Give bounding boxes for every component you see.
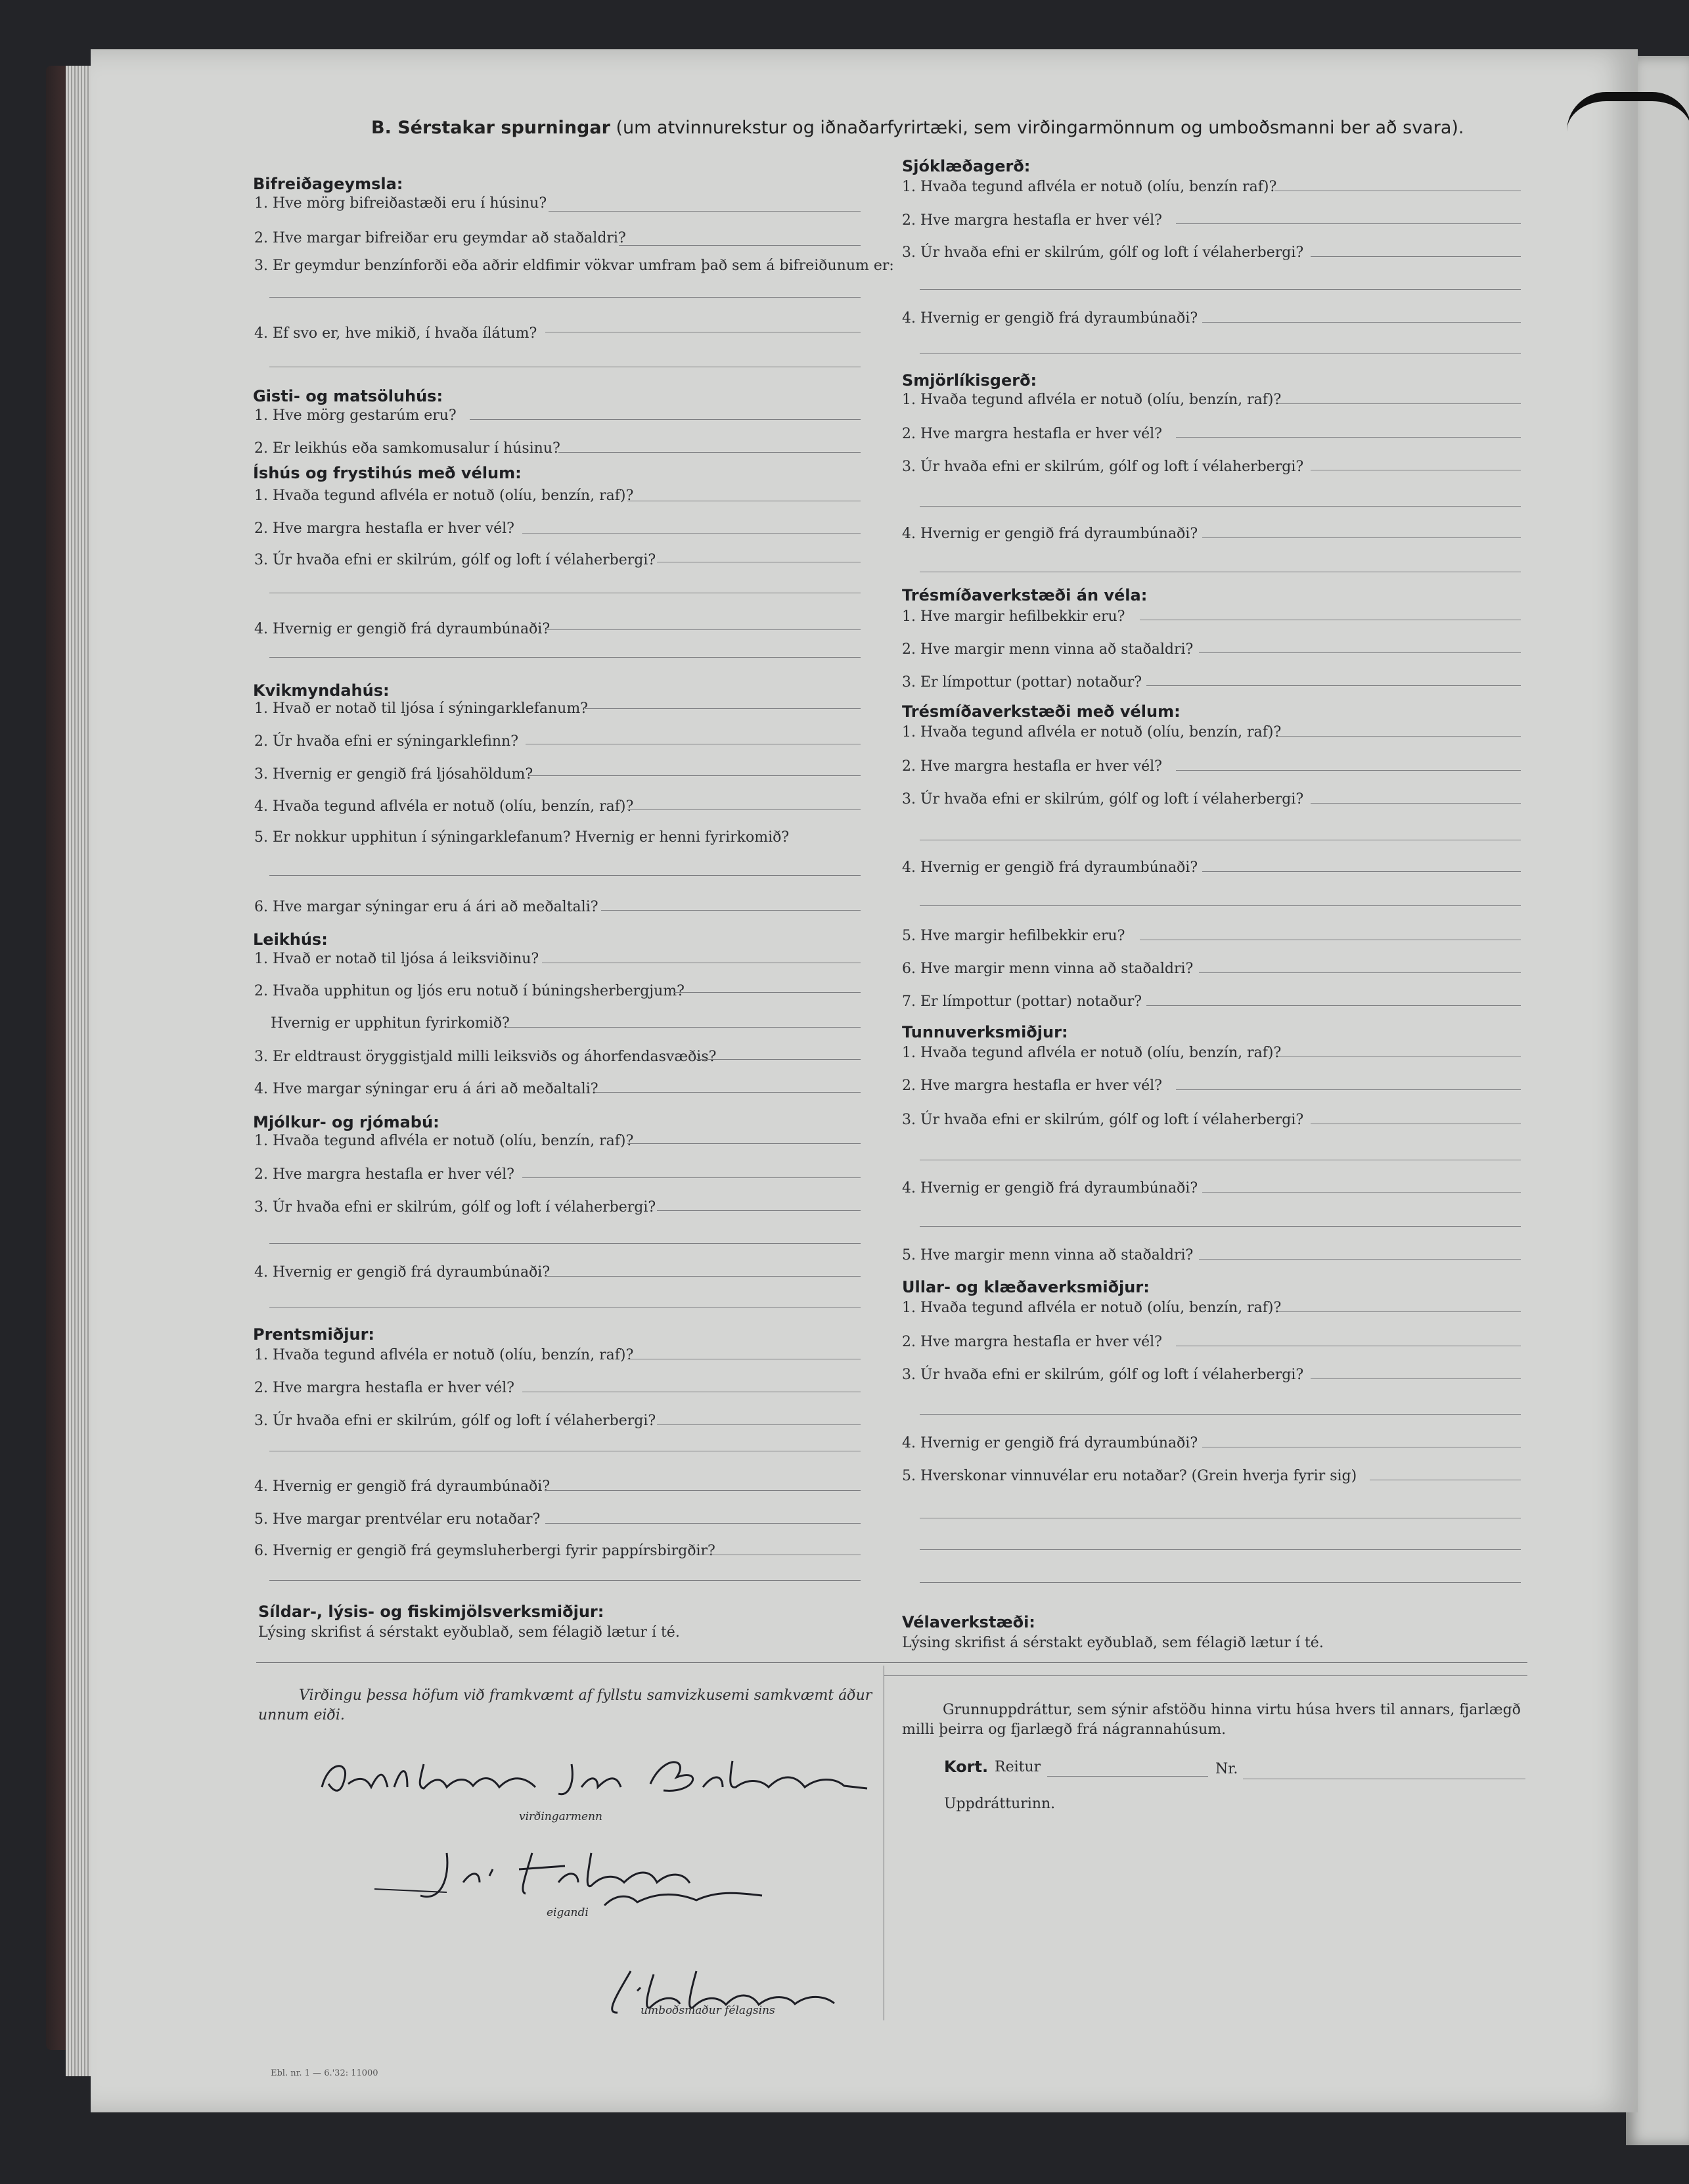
question: 6. Hve margar sýningar eru á ári að meðaltali? — [254, 899, 598, 915]
answer-line[interactable] — [696, 1059, 861, 1060]
question: 3. Úr hvaða efni er skilrúm, gólf og loft í vélaherbergi? — [254, 552, 656, 568]
label-reitur: Reitur — [995, 1759, 1041, 1775]
answer-line[interactable] — [920, 1414, 1521, 1415]
heading-kvikmyndahus: Kvikmyndahús: — [253, 681, 390, 700]
answer-line[interactable] — [1146, 1005, 1521, 1006]
question: 2. Hvaða upphitun og ljós eru notuð í búningsherbergjum? — [254, 983, 685, 999]
question: 2. Hve margra hestafla er hver vél? — [902, 1078, 1162, 1094]
answer-line[interactable] — [1202, 1192, 1521, 1193]
answer-line[interactable] — [595, 1092, 861, 1093]
grunnuppdrattur-line-2: milli þeirra og fjarlægð frá nágrannahúsum. — [902, 1721, 1227, 1738]
question: 1. Hvaða tegund aflvéla er notuð (olíu, benzín, raf)? — [902, 392, 1282, 408]
answer-line[interactable] — [1278, 1311, 1521, 1312]
heading-leikhus: Leikhús: — [253, 930, 328, 949]
answer-line[interactable] — [673, 992, 861, 993]
question: 2. Hve margra hestafla er hver vél? — [902, 212, 1162, 229]
divider-right — [884, 1675, 1527, 1676]
question: 4. Hvernig er gengið frá dyraumbúnaði? — [254, 621, 551, 637]
question: 5. Hve margir menn vinna að staðaldri? — [902, 1247, 1194, 1263]
question: 1. Hvaða tegund aflvéla er notuð (olíu, benzín, raf)? — [902, 1045, 1282, 1061]
question: 6. Hvernig er gengið frá geymsluherbergi fyrir pappírsbirgðir? — [254, 1543, 715, 1559]
signature-owner — [368, 1840, 801, 1912]
answer-line[interactable] — [269, 1580, 861, 1581]
answer-line[interactable] — [1311, 256, 1521, 257]
label-kort: Kort. — [944, 1758, 989, 1776]
answer-line[interactable] — [1176, 1089, 1521, 1090]
question: 4. Hvernig er gengið frá dyraumbúnaði? — [254, 1264, 551, 1281]
question: 2. Hve margir menn vinna að staðaldri? — [902, 641, 1194, 658]
answer-line[interactable] — [529, 775, 861, 776]
answer-line[interactable] — [920, 905, 1521, 906]
label-uppdratturinn: Uppdrátturinn. — [944, 1796, 1056, 1812]
label-umbodsmadur: umboðsmaður félagsins — [641, 2004, 775, 2017]
answer-line[interactable] — [506, 1027, 861, 1028]
answer-line[interactable] — [657, 1210, 861, 1211]
answer-line[interactable] — [619, 245, 861, 246]
reitur-field[interactable] — [1047, 1776, 1208, 1777]
heading-prentsmidjur: Prentsmiðjur: — [253, 1325, 375, 1344]
answer-line[interactable] — [470, 419, 861, 420]
question: 2. Hve margra hestafla er hver vél? — [902, 426, 1162, 442]
question: 4. Hvaða tegund aflvéla er notuð (olíu, benzín, raf)? — [254, 798, 634, 815]
question: 3. Úr hvaða efni er skilrúm, gólf og loft í vélaherbergi? — [902, 1367, 1304, 1383]
question: 5. Er nokkur upphitun í sýningarklefanum? Hvernig er henni fyrirkomið? — [254, 829, 790, 846]
answer-line[interactable] — [1311, 803, 1521, 804]
signature-assessors — [309, 1748, 874, 1807]
question: 1. Hve mörg gestarúm eru? — [254, 407, 457, 424]
question: 4. Hvernig er gengið frá dyraumbúnaði? — [902, 859, 1198, 876]
form-footer: Ebl. nr. 1 — 6.'32: 11000 — [271, 2068, 378, 2078]
answer-line[interactable] — [920, 1582, 1521, 1583]
question: 3. Hvernig er gengið frá ljósahöldum? — [254, 766, 533, 783]
answer-line[interactable] — [1176, 223, 1521, 224]
answer-line[interactable] — [920, 289, 1521, 290]
question: 7. Er límpottur (pottar) notaður? — [902, 993, 1142, 1010]
answer-line[interactable] — [1311, 1378, 1521, 1379]
question: 5. Hve margir hefilbekkir eru? — [902, 928, 1125, 944]
question: 3. Úr hvaða efni er skilrúm, gólf og loft í vélaherbergi? — [254, 1199, 656, 1216]
question: 3. Úr hvaða efni er skilrúm, gólf og loft í vélaherbergi? — [902, 244, 1304, 261]
question: 1. Hvaða tegund aflvéla er notuð (olíu, benzín, raf)? — [902, 1300, 1282, 1316]
question: 4. Ef svo er, hve mikið, í hvaða ílátum? — [254, 325, 537, 342]
question: 5. Hve margar prentvélar eru notaðar? — [254, 1511, 541, 1528]
question: 4. Hvernig er gengið frá dyraumbúnaði? — [902, 1435, 1198, 1451]
answer-line[interactable] — [1199, 972, 1521, 973]
answer-line[interactable] — [269, 1243, 861, 1244]
grunnuppdrattur-line-1: Grunnuppdráttur, sem sýnir afstöðu hinna virtu húsa hvers til annars, fjarlægð — [943, 1702, 1521, 1718]
answer-line[interactable] — [1146, 685, 1521, 686]
question: 2. Er leikhús eða samkomusalur í húsinu? — [254, 440, 560, 457]
question: 1. Hvaða tegund aflvéla er notuð (olíu, benzín raf)? — [902, 179, 1277, 195]
question: Hvernig er upphitun fyrirkomið? — [271, 1015, 510, 1032]
question: 1. Hvaða tegund aflvéla er notuð (olíu, benzín, raf)? — [254, 488, 634, 504]
heading-sildarverksmidjur: Síldar-, lýsis- og fiskimjölsverksmiðjur: — [258, 1603, 604, 1621]
answer-line[interactable] — [269, 875, 861, 876]
answer-line[interactable] — [627, 809, 861, 810]
answer-line[interactable] — [545, 1276, 861, 1277]
question: 4. Hvernig er gengið frá dyraumbúnaði? — [902, 526, 1198, 542]
note: Lýsing skrifist á sérstakt eyðublað, sem félagið lætur í té. — [258, 1624, 680, 1641]
heading-tresmidaverkstaedi-med-velum: Trésmíðaverkstæði með vélum: — [902, 702, 1181, 721]
question: 4. Hvernig er gengið frá dyraumbúnaði? — [254, 1478, 551, 1495]
heading-ishus: Íshús og frystihús með vélum: — [253, 464, 522, 482]
answer-line[interactable] — [657, 1424, 861, 1425]
question: 3. Úr hvaða efni er skilrúm, gólf og loft í vélaherbergi? — [902, 1112, 1304, 1128]
question: 1. Hvaða tegund aflvéla er notuð (olíu, benzín, raf)? — [254, 1133, 634, 1149]
question: 4. Hvernig er gengið frá dyraumbúnaði? — [902, 1180, 1198, 1196]
question: 1. Hve margir hefilbekkir eru? — [902, 608, 1125, 625]
heading-bifreidageymsla: Bifreiðageymsla: — [253, 175, 403, 193]
question: 2. Hve margar bifreiðar eru geymdar að staðaldri? — [254, 230, 626, 246]
answer-line[interactable] — [920, 353, 1521, 354]
answer-line[interactable] — [549, 211, 861, 212]
question: 3. Úr hvaða efni er skilrúm, gólf og loft í vélaherbergi? — [254, 1413, 656, 1429]
section-title: B. Sérstakar spurningar (um atvinnurekstur og iðnaðarfyrirtæki, sem virðingarmönnum og umboðsmanni ber að svara). — [371, 118, 1464, 138]
answer-line[interactable] — [545, 629, 861, 630]
question: 1. Hvaða tegund aflvéla er notuð (olíu, benzín, raf)? — [902, 724, 1282, 740]
question: 2. Hve margra hestafla er hver vél? — [902, 758, 1162, 775]
question: 3. Úr hvaða efni er skilrúm, gólf og loft í vélaherbergi? — [902, 459, 1304, 475]
question: 2. Hve margra hestafla er hver vél? — [254, 1166, 514, 1183]
question: 6. Hve margir menn vinna að staðaldri? — [902, 961, 1194, 977]
answer-line[interactable] — [558, 452, 861, 453]
note: Lýsing skrifist á sérstakt eyðublað, sem félagið lætur í té. — [902, 1635, 1324, 1651]
statement-line-2: unnum eiði. — [258, 1707, 345, 1723]
question: 1. Hve mörg bifreiðastæði eru í húsinu? — [254, 195, 547, 212]
answer-line[interactable] — [1176, 770, 1521, 771]
answer-line[interactable] — [601, 910, 861, 911]
answer-line[interactable] — [1278, 403, 1521, 404]
question: 4. Hve margar sýningar eru á ári að meðaltali? — [254, 1081, 598, 1097]
answer-line[interactable] — [545, 1523, 861, 1524]
answer-line[interactable] — [1202, 322, 1521, 323]
answer-line[interactable] — [627, 1143, 861, 1144]
question: 1. Hvað er notað til ljósa í sýningarklefanum? — [254, 700, 588, 717]
heading-gisti: Gisti- og matsöluhús: — [253, 387, 443, 405]
label-nr: Nr. — [1215, 1761, 1238, 1777]
question: 4. Hvernig er gengið frá dyraumbúnaði? — [902, 310, 1198, 327]
question: 3. Úr hvaða efni er skilrúm, gólf og loft í vélaherbergi? — [902, 791, 1304, 808]
answer-line[interactable] — [522, 1177, 861, 1178]
answer-line[interactable] — [269, 297, 861, 298]
question: 2. Hve margra hestafla er hver vél? — [254, 1380, 514, 1396]
answer-line[interactable] — [545, 1490, 861, 1491]
answer-line[interactable] — [1199, 1259, 1521, 1260]
heading-smjorlikisgerd: Smjörlíkisgerð: — [902, 371, 1037, 390]
answer-line[interactable] — [269, 657, 861, 658]
heading-ullarverksmidjur: Ullar- og klæðaverksmiðjur: — [902, 1278, 1150, 1296]
answer-line[interactable] — [1202, 871, 1521, 872]
question: 2. Úr hvaða efni er sýningarklefinn? — [254, 733, 518, 750]
answer-line[interactable] — [1278, 736, 1521, 737]
answer-line[interactable] — [920, 1549, 1521, 1550]
answer-line[interactable] — [1202, 537, 1521, 538]
label-eigandi: eigandi — [547, 1906, 589, 1919]
heading-tresmidaverkstaedi-an-vela: Trésmíðaverkstæði án véla: — [902, 586, 1148, 604]
answer-line[interactable] — [920, 506, 1521, 507]
heading-tunnuverksmidjur: Tunnuverksmiðjur: — [902, 1023, 1068, 1041]
question: 1. Hvað er notað til ljósa á leiksviðinu? — [254, 951, 539, 967]
answer-line[interactable] — [585, 708, 861, 709]
divider-top — [256, 1662, 1527, 1663]
answer-line[interactable] — [1199, 652, 1521, 653]
question: 1. Hvaða tegund aflvéla er notuð (olíu, benzín, raf)? — [254, 1347, 634, 1363]
question: 3. Er eldtraust öryggistjald milli leiksviðs og áhorfendasvæðis? — [254, 1049, 717, 1065]
question: 3. Er geymdur benzínforði eða aðrir eldfimir vökvar umfram það sem á bifreiðunum er: — [254, 258, 894, 274]
statement-line-1: Virðingu þessa höfum við framkvæmt af fyllstu samvizkusemi samkvæmt áður — [299, 1687, 872, 1704]
answer-line[interactable] — [920, 1226, 1521, 1227]
heading-mjolkurbu: Mjólkur- og rjómabú: — [253, 1113, 439, 1131]
answer-line[interactable] — [522, 533, 861, 534]
label-virdingarmenn: virðingarmenn — [519, 1810, 603, 1823]
question: 2. Hve margra hestafla er hver vél? — [254, 520, 514, 537]
heading-velaverkstaedi: Vélaverkstæði: — [902, 1613, 1035, 1631]
heading-sjoklaedagerd: Sjóklæðagerð: — [902, 157, 1031, 175]
question: 5. Hverskonar vinnuvélar eru notaðar? (Grein hverja fyrir sig) — [902, 1468, 1357, 1484]
question: 2. Hve margra hestafla er hver vél? — [902, 1334, 1162, 1350]
answer-line[interactable] — [1176, 437, 1521, 438]
question: 3. Er límpottur (pottar) notaður? — [902, 674, 1142, 691]
